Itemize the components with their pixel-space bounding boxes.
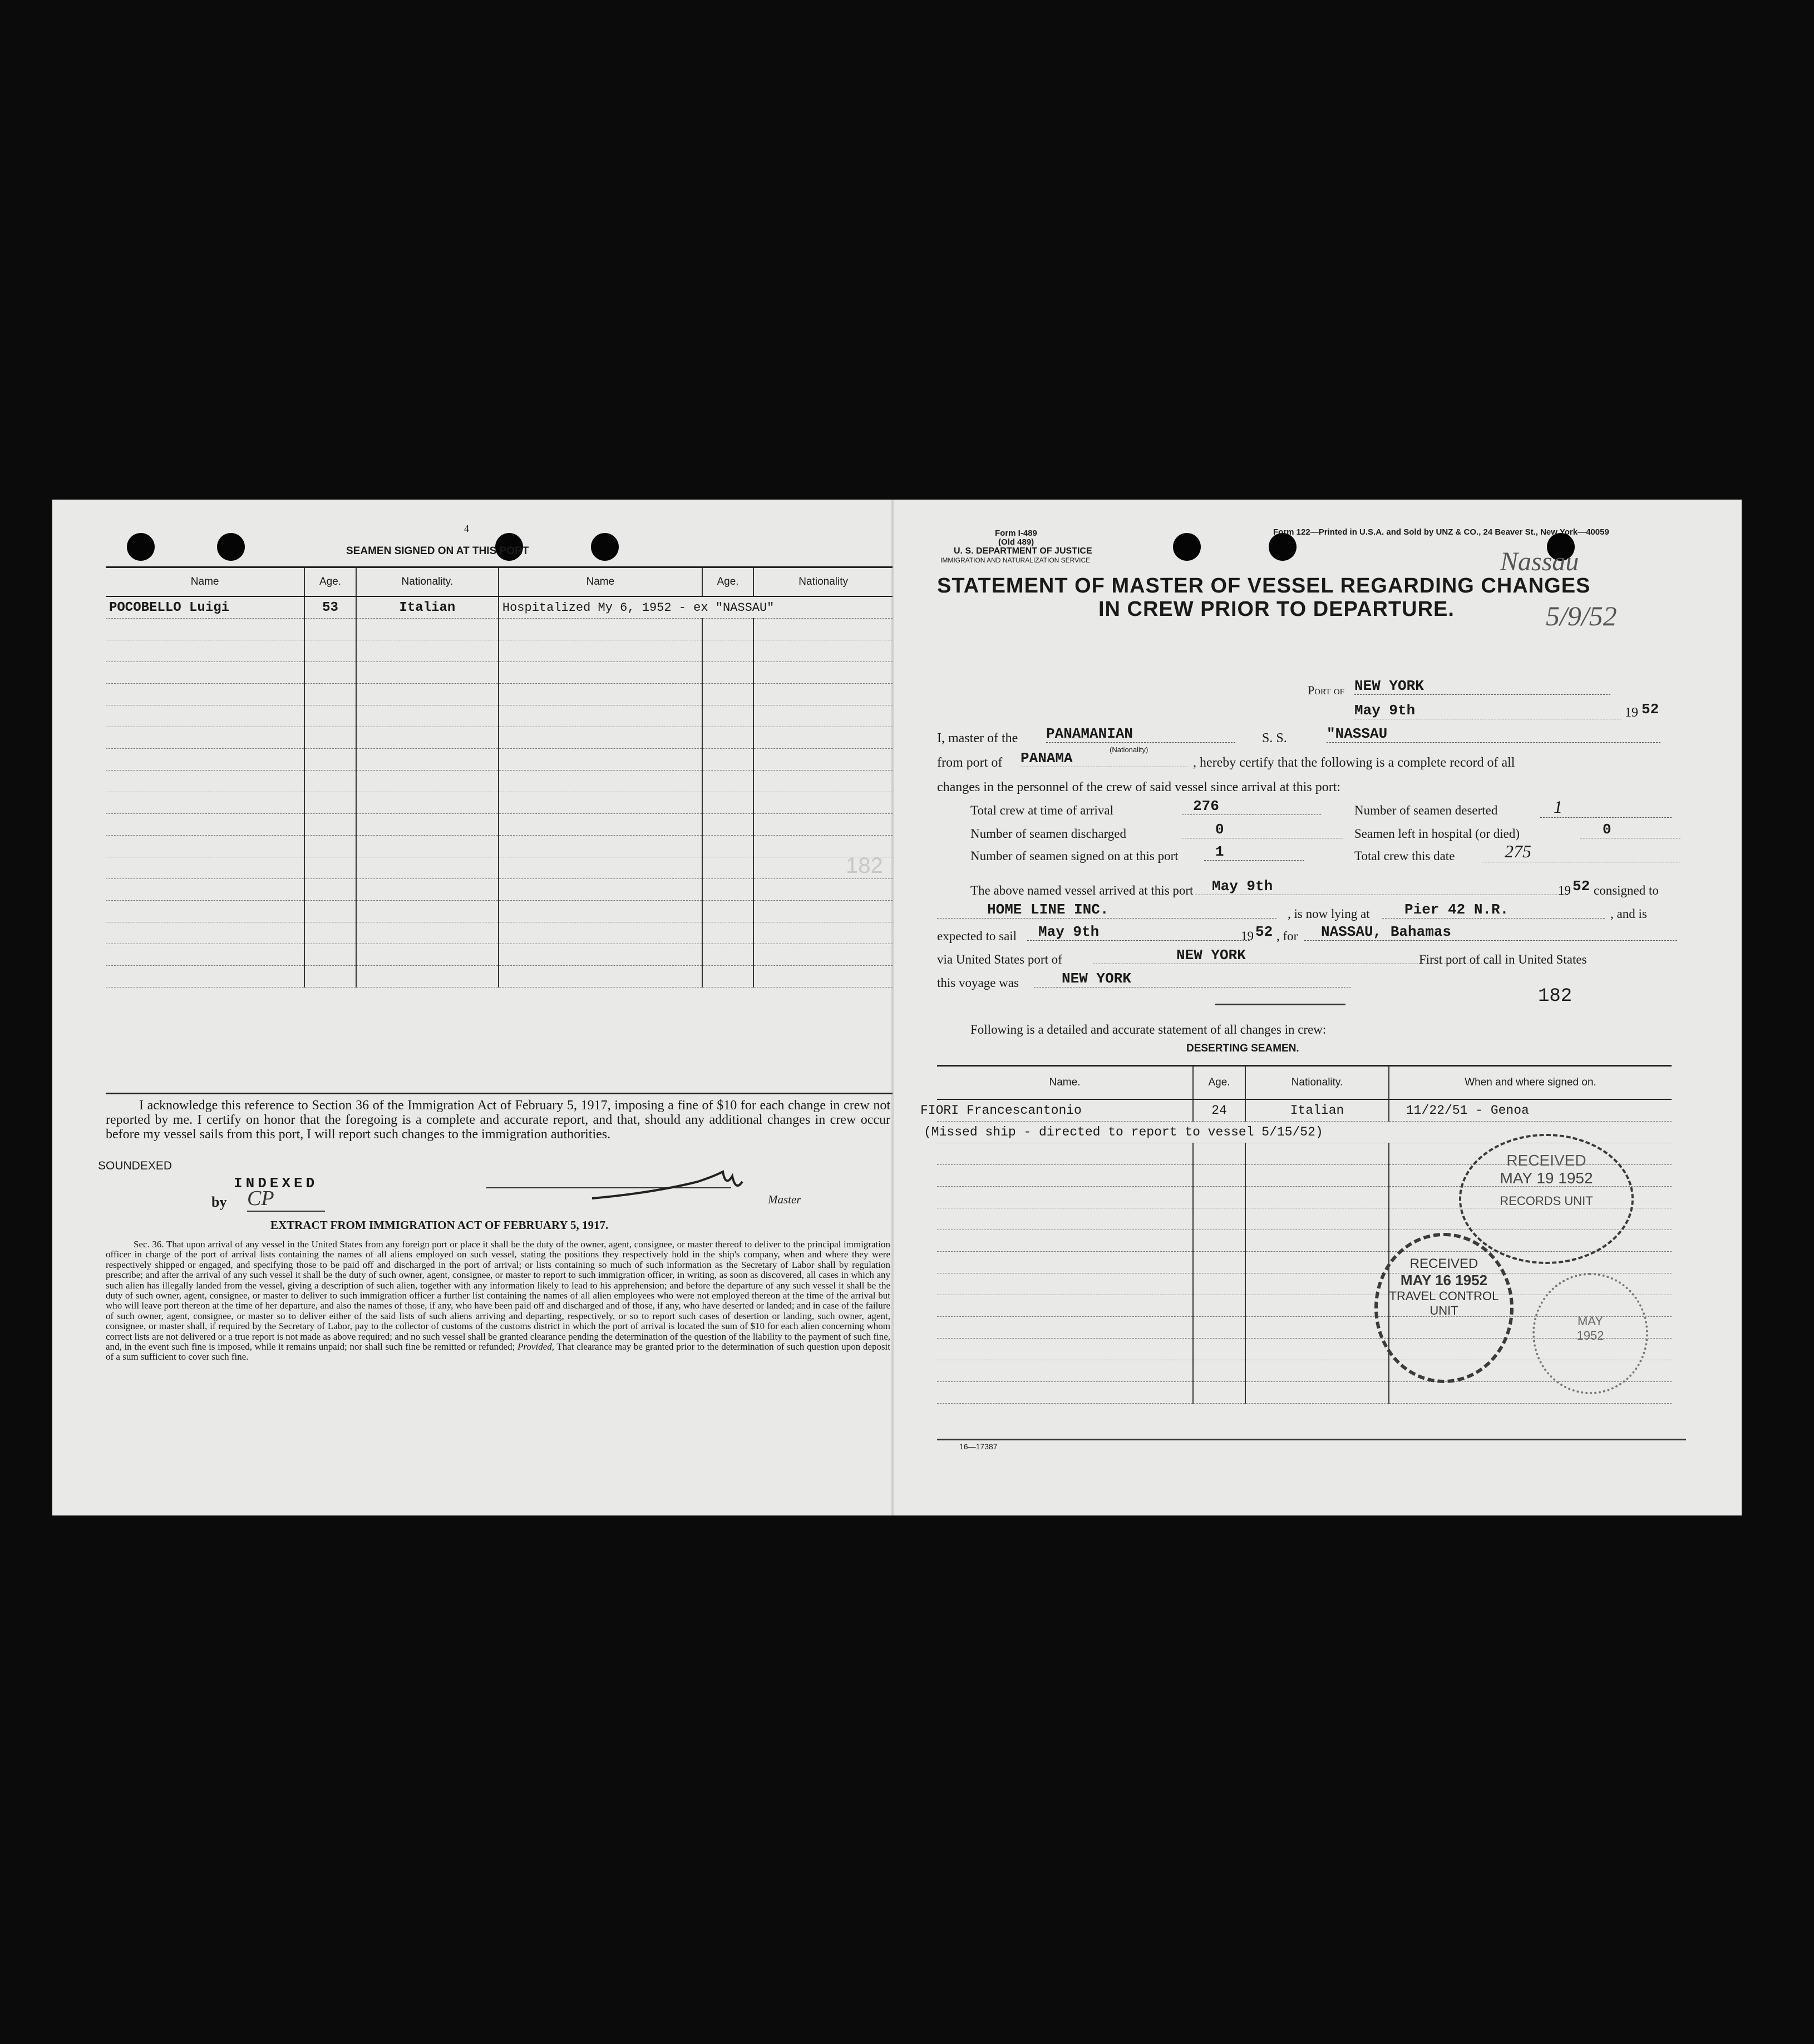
table-bottom-rule bbox=[937, 1439, 1686, 1440]
deserted-value: 1 bbox=[1540, 797, 1672, 818]
expected-label: expected to sail bbox=[937, 929, 1017, 943]
total-crew-date-value: 275 bbox=[1482, 841, 1680, 862]
seaman-name: POCOBELLO Luigi bbox=[106, 596, 304, 619]
handwritten-vessel-name: Nassau bbox=[1500, 547, 1579, 576]
arrived-label: The above named vessel arrived at this port bbox=[970, 883, 1194, 897]
certify-text: , hereby certify that the following is a complete record of all bbox=[1193, 756, 1515, 770]
col-header: Nationality. bbox=[356, 567, 499, 597]
year-prefix: 19 bbox=[1625, 705, 1638, 720]
arrived-year: 52 bbox=[1573, 878, 1590, 895]
ss-label: S. S. bbox=[1262, 731, 1287, 745]
punch-hole bbox=[127, 533, 155, 561]
rule bbox=[1215, 1004, 1345, 1005]
via-port-value: NEW YORK bbox=[1093, 947, 1499, 964]
and-is-label: , and is bbox=[1610, 907, 1647, 921]
deserter-nationality: Italian bbox=[1245, 1099, 1389, 1122]
sail-date: May 9th bbox=[1027, 924, 1250, 941]
punch-hole bbox=[217, 533, 245, 561]
master-label: Master bbox=[768, 1193, 801, 1206]
ship-name: "NASSAU bbox=[1327, 725, 1660, 743]
for-label: , for bbox=[1276, 929, 1298, 943]
arrived-date: May 9th bbox=[1195, 878, 1568, 895]
first-port-value: NEW YORK bbox=[1034, 970, 1351, 988]
col-header: Name bbox=[499, 567, 702, 597]
handwritten-date: 5/9/52 bbox=[1546, 600, 1617, 631]
arrived-year-prefix: 19 bbox=[1558, 883, 1571, 897]
sec36-text bbox=[106, 1240, 890, 1362]
indexed-stamp: INDEXED bbox=[234, 1175, 318, 1192]
from-port-label: from port of bbox=[937, 756, 1003, 770]
service-name: IMMIGRATION AND NATURALIZATION SERVICE bbox=[940, 556, 1091, 564]
sec-label: Sec. 36. bbox=[134, 1239, 164, 1250]
total-crew-date-label: Total crew this date bbox=[1354, 849, 1455, 863]
date-value: May 9th bbox=[1354, 702, 1621, 719]
col-header: Nationality bbox=[753, 567, 893, 597]
stamp-month: MAY bbox=[1577, 1314, 1604, 1328]
total-crew-arrival-label: Total crew at time of arrival bbox=[970, 803, 1114, 817]
this-voyage-label: this voyage was bbox=[937, 976, 1019, 990]
lying-label: , is now lying at bbox=[1288, 907, 1370, 921]
form-title-line2: IN CREW PRIOR TO DEPARTURE. bbox=[1098, 598, 1455, 621]
port-label: Port of bbox=[1308, 683, 1345, 697]
acknowledgement-text: I acknowledge this reference to Section 36 of the Immigration Act of February 5, 1917, imposing a fine of $10 for each change in crew not reported by me. I certify on honor that the foregoing is a complete and accurate report, and that, should any additional changes in crew occur before my vessel sails from this port, I will report such changes to the immigration authorities. bbox=[106, 1098, 890, 1142]
stamp-date: MAY 19 1952 bbox=[1500, 1169, 1593, 1187]
deserter-name: FIORI Francescantonio bbox=[920, 1099, 1176, 1122]
records-unit-stamp bbox=[1459, 1134, 1634, 1264]
table-row bbox=[106, 596, 893, 619]
first-port-label: First port of call in United States bbox=[1419, 952, 1587, 966]
stamp-unit: UNIT bbox=[1429, 1304, 1458, 1317]
stamp-year: 1952 bbox=[1576, 1329, 1604, 1342]
nationality-caption: (Nationality) bbox=[1110, 745, 1148, 754]
lying-at-value: Pier 42 N.R. bbox=[1382, 901, 1605, 919]
form-old: (Old 489) bbox=[998, 537, 1034, 547]
sail-year-prefix: 19 bbox=[1241, 929, 1254, 943]
year-value: 52 bbox=[1642, 701, 1659, 718]
stamp-received: RECEIVED bbox=[1506, 1152, 1586, 1169]
form-number: Form I-489 bbox=[995, 529, 1037, 538]
document-sheet bbox=[52, 500, 1742, 1515]
form-title-line1: STATEMENT OF MASTER OF VESSEL REGARDING CHANGES bbox=[937, 574, 1591, 598]
side-number: 182 bbox=[1538, 986, 1573, 1007]
travel-control-stamp bbox=[1374, 1233, 1514, 1383]
sec36-body: That upon arrival of any vessel in the United States from any foreign port or place it shall be the duty of the owner, agent, consignee, or master thereof to deliver to the principal immigration officer in charge of the port of arrival lists containing the names of all aliens employed on such vessel, stating the positions they respectively hold in the ship's company, when and where they were respectively shipped or engaged, and specifying those to be paid off and discharged in the port of arrival; or lists containing so much of such information as the Secretary of Labor shall by regulation prescribe; and after the arrival of any such vessel it shall be the duty of such owner, agent, consignee, or master to report to such immigration officer, in writing, as soon as discovered, all cases in which any such alien has illegally landed from the vessel, giving a description of such alien, together with any information likely to lead to his apprehension; and before the departure of any such vessel it shall be the duty of such owner, agent, consignee, or master to deliver to such immigration officer a further list containing the names of all alien employees who were not employed thereon at the time of the arrival but who will leave port thereon at the time of her departure, and also the names of those, if any, who have been paid off and discharged and of those, if any, who have deserted or landed; and in case of the failure of such owner, agent, consignee, or master so to deliver either of the said lists of such aliens arriving and departing, respectively, or so to report such cases of desertion or landing, such owner, agent, consignee, or master shall, if required by the Secretary of Labor, pay to the collector of customs of the customs district in which the port of arrival is located the sum of $10 for each alien concerning whom correct lists are not delivered or a true report is not made as above required; and no such vessel shall be granted clearance pending the determination of the question of the liability to the payment of such fine, and, in the event such fine is imposed, while it remains unpaid; nor shall such fine be remitted or refunded; bbox=[106, 1239, 890, 1352]
seaman-nationality: Italian bbox=[356, 596, 499, 619]
discharged-label: Number of seamen discharged bbox=[970, 827, 1126, 841]
small-date-stamp bbox=[1532, 1273, 1648, 1394]
changes-text: changes in the personnel of the crew of said vessel since arrival at this port: bbox=[937, 780, 1341, 794]
stamp-received: RECEIVED bbox=[1409, 1256, 1478, 1271]
by-label: by bbox=[211, 1194, 227, 1210]
seaman-age: 53 bbox=[304, 596, 356, 619]
punch-hole bbox=[1269, 533, 1297, 561]
seaman-note: Hospitalized My 6, 1952 - ex "NASSAU" bbox=[499, 596, 893, 619]
stamp-travel: TRAVEL CONTROL bbox=[1389, 1289, 1499, 1303]
extract-title: EXTRACT FROM IMMIGRATION ACT OF FEBRUARY 5, 1917. bbox=[270, 1218, 609, 1232]
department: U. S. DEPARTMENT OF JUSTICE bbox=[954, 546, 1092, 556]
signed-on-value: 1 bbox=[1204, 843, 1304, 861]
via-label: via United States port of bbox=[937, 952, 1062, 966]
table-header-row bbox=[937, 1066, 1672, 1100]
col-header: Age. bbox=[304, 567, 356, 597]
col-header: Nationality. bbox=[1245, 1066, 1389, 1100]
table-bottom-rule bbox=[106, 1093, 893, 1094]
provided-label: Provided, bbox=[517, 1341, 554, 1352]
section-title: SEAMEN SIGNED ON AT THIS PORT bbox=[346, 545, 529, 557]
signed-on-label: Number of seamen signed on at this port bbox=[970, 849, 1179, 863]
col-header: Name bbox=[106, 567, 304, 597]
right-page bbox=[846, 500, 1742, 1515]
port-value: NEW YORK bbox=[1354, 678, 1610, 695]
deserting-title: DESERTING SEAMEN. bbox=[1186, 1043, 1299, 1054]
master-signature bbox=[586, 1165, 753, 1209]
hospital-label: Seamen left in hospital (or died) bbox=[1354, 827, 1520, 841]
page-number: 4 bbox=[464, 523, 469, 534]
sail-year: 52 bbox=[1255, 924, 1273, 940]
punch-hole bbox=[1173, 533, 1201, 561]
faint-page-number: 182 bbox=[846, 853, 883, 878]
hospital-value: 0 bbox=[1580, 821, 1680, 838]
col-header: Name. bbox=[937, 1066, 1193, 1100]
sec36-tail: That clearance may be granted prior to the determination of such question upon deposit of a sum sufficient to cover such fine. bbox=[106, 1341, 891, 1362]
printer-note: Form 122—Printed in U.S.A. and Sold by UNZ & CO., 24 Beaver St., New York—40059 bbox=[1273, 527, 1609, 537]
master-of-label: I, master of the bbox=[937, 731, 1018, 745]
stamp-date: MAY 16 1952 bbox=[1400, 1272, 1488, 1288]
vessel-nationality: PANAMANIAN bbox=[1046, 725, 1235, 743]
deserted-label: Number of seamen deserted bbox=[1354, 803, 1498, 817]
seamen-signed-table bbox=[106, 566, 893, 988]
col-header: Age. bbox=[702, 567, 754, 597]
total-crew-arrival-value: 276 bbox=[1182, 798, 1321, 815]
deserter-signed-on: 11/22/51 - Genoa bbox=[1389, 1099, 1672, 1122]
stamp-unit: RECORDS UNIT bbox=[1500, 1194, 1593, 1208]
deserter-age: 24 bbox=[1193, 1099, 1245, 1122]
footer-code: 16—17387 bbox=[959, 1442, 998, 1451]
following-text: Following is a detailed and accurate statement of all changes in crew: bbox=[970, 1023, 1327, 1036]
discharged-value: 0 bbox=[1182, 821, 1343, 838]
punch-hole bbox=[591, 533, 619, 561]
from-port-value: PANAMA bbox=[1021, 750, 1187, 767]
table-row bbox=[937, 1099, 1672, 1122]
soundexed-stamp: SOUNDEXED bbox=[98, 1159, 172, 1172]
table-header-row bbox=[106, 567, 893, 597]
destination-value: NASSAU, Bahamas bbox=[1304, 924, 1677, 941]
col-header: When and where signed on. bbox=[1389, 1066, 1672, 1100]
left-page bbox=[52, 500, 893, 1515]
consignee-value: HOME LINE INC. bbox=[937, 901, 1276, 919]
deserter-note: (Missed ship - directed to report to vessel 5/15/52) bbox=[920, 1122, 1655, 1143]
by-initials: CP bbox=[247, 1186, 325, 1212]
col-header: Age. bbox=[1193, 1066, 1245, 1100]
consigned-label: consigned to bbox=[1594, 883, 1659, 897]
